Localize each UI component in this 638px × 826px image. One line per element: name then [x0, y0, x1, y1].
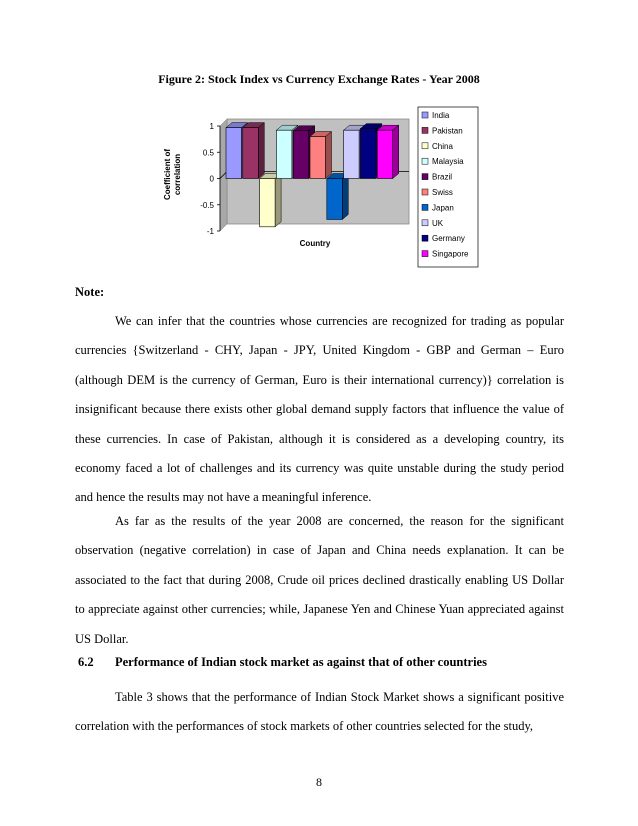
bar-germany [360, 129, 376, 179]
bar-malaysia [276, 130, 292, 178]
figure-title: Figure 2: Stock Index vs Currency Exchange Rates - Year 2008 [158, 72, 480, 86]
legend-swatch [422, 220, 428, 226]
bar-china [260, 179, 276, 227]
note-paragraph-1 [75, 307, 564, 513]
page-number: 8 [316, 775, 322, 789]
bar-side-pakistan [258, 123, 264, 179]
legend-label: Brazil [432, 172, 453, 182]
y-axis-title-line: correlation [173, 153, 182, 196]
paragraph-2-text: As far as the results of the year 2008 are concerned, the reason for the significant observation (negative correlation) in case of Japan and China needs explanation. It can be associated to the fact that during 2008, Crude oil prices declined drastically enabling US Dollar to appreciate against other currencies; while, Japanese Yen and Chinese Yuan appreciated against US Dollar. [75, 514, 564, 646]
bar-brazil [293, 131, 309, 179]
legend-label: Singapore [432, 249, 469, 259]
note-paragraph-2 [75, 507, 564, 654]
legend-label: Germany [432, 234, 465, 244]
legend-swatch [422, 127, 428, 133]
legend-swatch [422, 174, 428, 180]
bar-side-singapore [393, 125, 399, 178]
y-axis-title [163, 149, 182, 200]
bar-side-china [275, 174, 281, 227]
bar-singapore [377, 130, 393, 178]
legend-swatch [422, 112, 428, 118]
legend-label: UK [432, 218, 444, 228]
y-tick-label: 0.5 [202, 148, 214, 158]
section-number: 6.2 [78, 655, 94, 669]
legend-swatch [422, 143, 428, 149]
section-title: Performance of Indian stock market as against that of other countries [115, 655, 487, 669]
y-tick-label: -1 [206, 227, 214, 236]
correlation-bar-chart [150, 100, 490, 270]
legend-label: Japan [432, 203, 454, 213]
legend-label: Swiss [432, 188, 453, 197]
bar-pakistan [243, 128, 258, 179]
bar-india [226, 128, 242, 179]
legend-swatch [422, 235, 428, 241]
bar-swiss [310, 137, 326, 179]
legend-label: Malaysia [432, 157, 464, 167]
note-heading: Note: [75, 285, 105, 299]
paragraph-3-text: Table 3 shows that the performance of Indian Stock Market shows a significant positive correlation with the performances of stock markets of other countries selected for the study, [75, 690, 564, 734]
bar-japan [327, 179, 343, 220]
y-tick-label: 0 [209, 174, 214, 184]
legend-swatch [422, 189, 428, 195]
bar-side-swiss [326, 132, 332, 179]
bar-uk [344, 130, 360, 178]
legend-label: Pakistan [432, 126, 463, 136]
legend-swatch [422, 204, 428, 210]
y-tick-label: 1 [209, 122, 214, 131]
x-axis-title: Country [299, 239, 331, 248]
bar-side-japan [342, 174, 348, 220]
y-tick-label: -0.5 [200, 200, 214, 210]
legend-label: India [432, 111, 450, 120]
section-paragraph [75, 683, 564, 742]
legend-swatch [422, 158, 428, 164]
paragraph-1-text: We can infer that the countries whose currencies are recognized for trading as popular currencies {Switzerland - CHY, Japan - JPY, United Kingdom - GBP and German – Euro (although DEM is the currency of German, Euro is their international currency)} correlation is insignificant because there exists other global demand supply factors that influence the value of these currencies. In case of Pakistan, although it is considered as a developing country, its economy faced a lot of challenges and its currency was quite unstable during the study period and hence the results may not have a meaningful inference. [75, 314, 564, 505]
legend-label: China [432, 141, 453, 151]
y-axis-title-line: Coefficient of [163, 148, 172, 201]
legend-swatch [422, 251, 428, 257]
